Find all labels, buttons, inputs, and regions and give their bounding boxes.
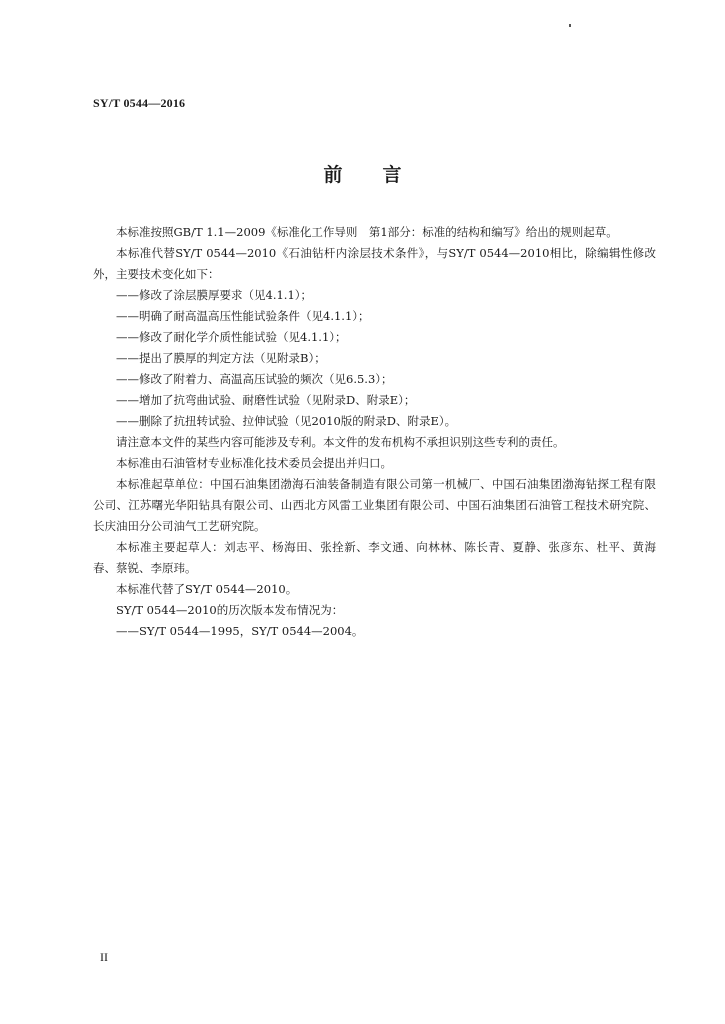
page-title [0, 160, 725, 187]
page-number: II [100, 950, 108, 964]
standard-code: SY/T 0544—2016 [93, 96, 186, 110]
scan-speck [569, 24, 571, 27]
paragraph-supersedes: 本标准代替了SY/T 0544—2010。 [116, 582, 298, 596]
paragraph-drafting-rules: 本标准按照GB/T 1.1—2009《标准化工作导则 第1部分：标准的结构和编写》给出的规则起草。 [116, 225, 618, 239]
paragraph-history-intro: SY/T 0544—2010的历次版本发布情况为： [116, 603, 344, 617]
foreword-body [93, 222, 656, 642]
change-item: ——修改了涂层膜厚要求（见4.1.1）； [116, 288, 313, 302]
change-item: ——修改了附着力、高温高压试验的频次（见6.5.3）； [116, 372, 393, 386]
change-item: ——提出了膜厚的判定方法（见附录B）； [116, 351, 326, 365]
paragraph-drafters: 本标准主要起草人：刘志平、杨海田、张拴新、李文通、向林林、陈长青、夏静、张彦东、杜平、黄海春、蔡锐、李原玮。 [93, 540, 656, 575]
title-char-1: 前 [323, 164, 343, 186]
paragraph-patent-notice: 请注意本文件的某些内容可能涉及专利。本文件的发布机构不承担识别这些专利的责任。 [116, 435, 565, 449]
title-char-2: 言 [382, 164, 402, 186]
change-item: ——增加了抗弯曲试验、耐磨性试验（见附录D、附录E）； [116, 393, 416, 407]
paragraph-replacement: 本标准代替SY/T 0544—2010《石油钻杆内涂层技术条件》，与SY/T 0544—2010相比，除编辑性修改外，主要技术变化如下： [93, 246, 656, 281]
change-item: ——删除了抗扭转试验、拉伸试验（见2010版的附录D、附录E）。 [116, 414, 457, 428]
change-item: ——明确了耐高温高压性能试验条件（见4.1.1）； [116, 309, 370, 323]
paragraph-drafting-units: 本标准起草单位：中国石油集团渤海石油装备制造有限公司第一机械厂、中国石油集团渤海钻探工程有限公司、江苏曙光华阳钻具有限公司、山西北方风雷工业集团有限公司、中国石油集团石油管工程技术研究院、长庆油田分公司油气工艺研究院。 [93, 477, 656, 533]
history-item: ——SY/T 0544—1995，SY/T 0544—2004。 [116, 624, 364, 638]
paragraph-proposer: 本标准由石油管材专业标准化技术委员会提出并归口。 [116, 456, 392, 470]
change-item: ——修改了耐化学介质性能试验（见4.1.1）； [116, 330, 347, 344]
